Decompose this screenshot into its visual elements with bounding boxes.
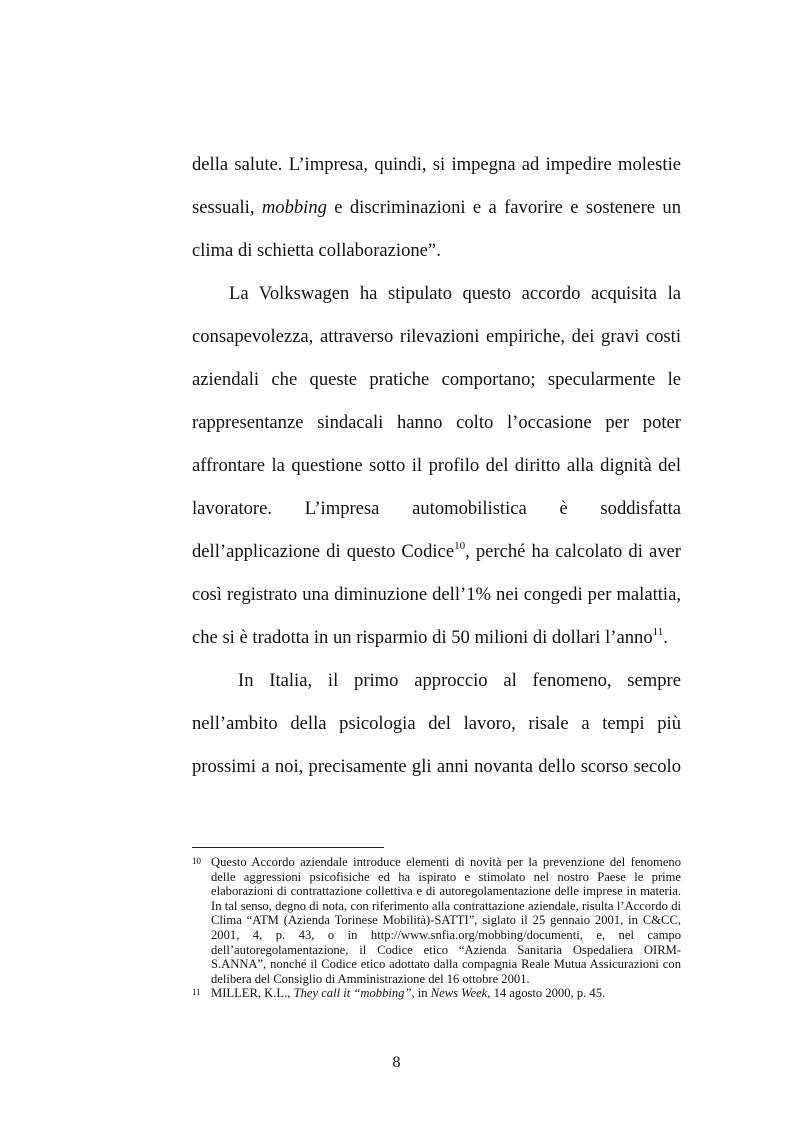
footnote-11-text xyxy=(211,986,681,1001)
footnote-10-text: Questo Accordo aziendale introduce elementi di novità per la prevenzione del fenomeno delle aggressioni psicofisiche ed ha ispirato e stimolato nel nostro Paese le prime elaborazioni di contrattazione collettiva e di autoregolamentazione delle imprese in materia. In tal senso, degno di nota, con riferimento alla contrattazione aziendale, risulta l’Accordo di Clima “ATM (Azienda Torinese Mobilità)-SATTI”, siglato il 25 gennaio 2001, in C&CC, 2001, 4, p. 43, o in http://www.snfia.org/mobbing/documenti, e, nel campo dell’autoregolamentazione, il Codice etico “Azienda Sanitaria Ospedaliera OIRM-S.ANNA”, nonché il Codice etico adottato dalla compagnia Reale Mutua Assicurazioni con delibera del Consiglio di Amministrazione del 16 ottobre 2001. xyxy=(211,855,681,986)
footnotes xyxy=(192,855,681,1001)
footnote-11 xyxy=(192,986,681,1001)
paragraph-1 xyxy=(192,143,681,272)
paragraph-3 xyxy=(192,659,681,788)
footnote-10 xyxy=(192,855,681,986)
footnote-11-end: , 14 agosto 2000, p. 45. xyxy=(487,986,606,1001)
paragraph-2-text-b: , perché ha calcolato di aver così registrato una diminuzione dell’1% nei congedi per malattia, che si è tradotta in un risparmio di 50 milioni di dollari l’anno xyxy=(192,541,681,648)
page-number: 8 xyxy=(392,1054,401,1071)
footnote-11-mid: , in xyxy=(411,986,431,1001)
footnote-11-author: MILLER, K.L., xyxy=(211,986,294,1001)
paragraph-1-italic-term: mobbing xyxy=(261,197,327,218)
paragraph-2-text-c: . xyxy=(663,627,668,648)
footnote-ref-10[interactable]: 10 xyxy=(454,540,466,552)
paragraph-2-text-a: La Volkswagen ha stipulato questo accordo acquisita la consapevolezza, attraverso rilevazioni empiriche, dei gravi costi aziendali che queste pratiche comportano; specularmente le rappresentanze sindacali hanno colto l’occasione per poter affrontare la questione sotto il profilo del diritto alla dignità del lavoratore. L’impresa automobilistica è soddisfatta dell’applicazione di questo Codice xyxy=(192,283,681,562)
footnote-11-journal: News Week xyxy=(430,986,488,1001)
footnote-10-number: 10 xyxy=(192,856,201,866)
footnote-separator xyxy=(192,847,384,848)
main-text xyxy=(192,143,681,788)
paragraph-1-text-c: e discriminazioni e a favorire e sostenere un clima di schietta collaborazione”. xyxy=(192,197,682,261)
paragraph-3-text: In Italia, il primo approccio al fenomeno, sempre nell’ambito della psicologia del lavoro, risale a tempi più prossimi a noi, precisamente gli anni novanta dello scorso secolo xyxy=(192,670,681,777)
footnote-ref-11[interactable]: 11 xyxy=(652,626,664,638)
footnote-11-title: They call it “mobbing” xyxy=(293,986,412,1001)
paragraph-1-text-a: della salute. L’impresa, quindi, si impegna ad impedire molestie sessuali, xyxy=(192,154,681,218)
paragraph-2 xyxy=(192,272,681,659)
footnote-11-number: 11 xyxy=(192,987,201,998)
